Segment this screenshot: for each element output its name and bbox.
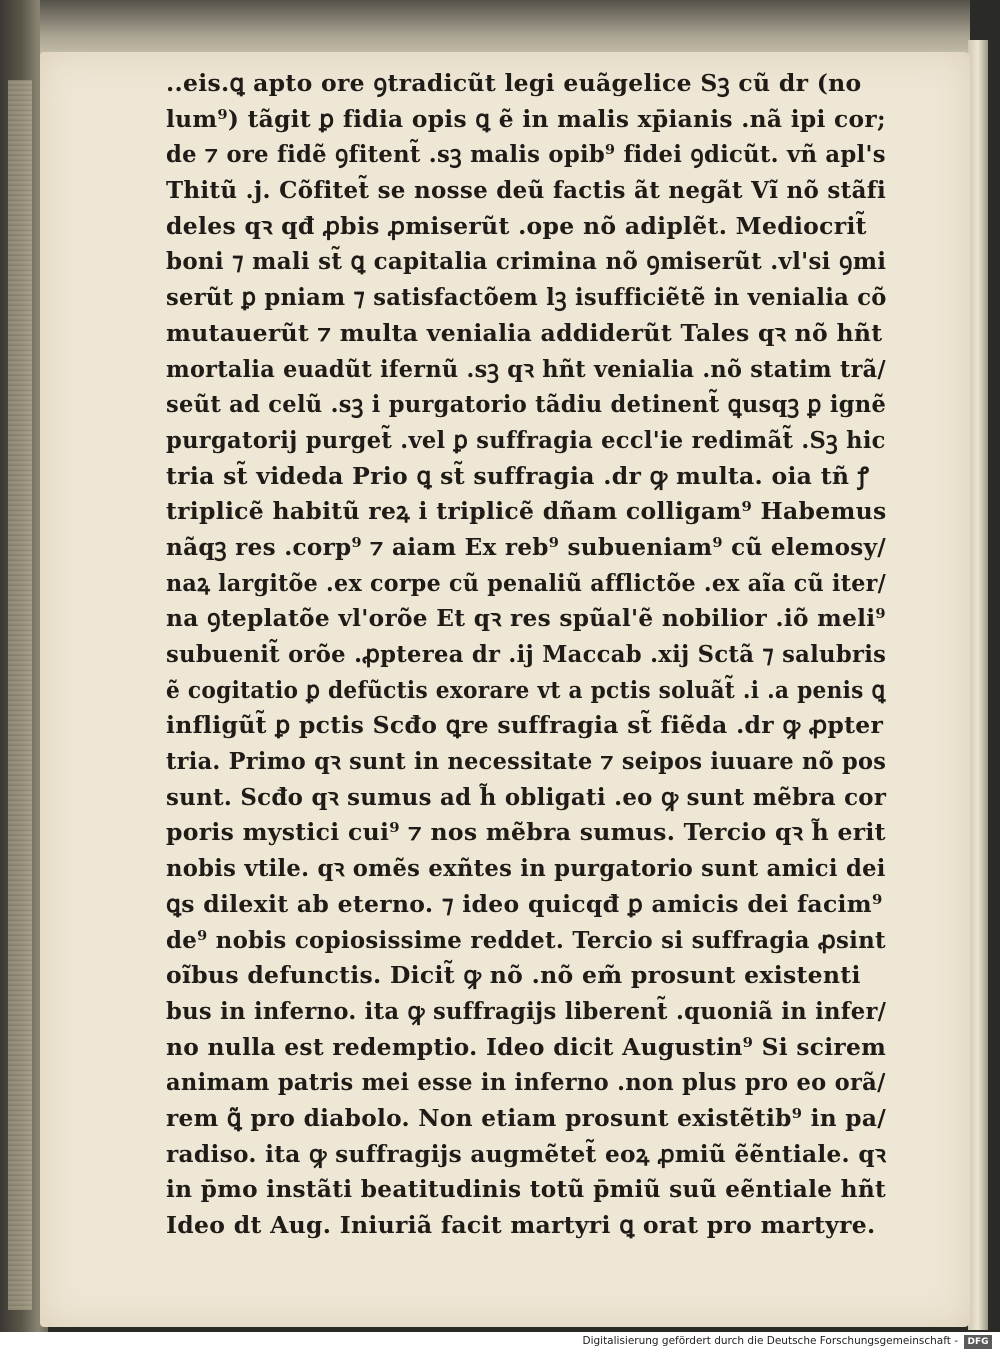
text-line: tria st̃ videda Prio ꝗ st̃ suffragia .dr ꝙ multa. oia tñ ꝭ [166,461,870,490]
text-line: nãqꝫ res .corp⁹ ⁊ aiam Ex reb⁹ subueniam⁹ cũ elemosy/ [166,532,887,561]
text-line: deles qꝛ qđ ꝓbis ꝓmiserũt .ope nõ adiplẽt. Mediocrit̃ [166,211,867,240]
text-line: triplicẽ habitũ reꝝ i triplicẽ dñam colligam⁹ Habemus [166,497,887,526]
page-right-edge [968,40,988,1330]
text-line: naꝝ largitõe .ex corpe cũ penaliũ afflictõe .ex aĩa cũ iter/ [166,568,887,597]
text-line: de⁹ nobis copiosissime reddet. Tercio si suffragia ꝓsint [166,925,886,954]
text-line: bus in inferno. ita ꝙ suffragijs liberent̃ .quoniã in infer/ [166,996,887,1025]
text-line: infligũt̃ ꝑ pctis Scđo ꝗre suffragia st̃ fiẽda .dr ꝙ ꝓpter [166,711,884,740]
text-line: boni ⁊ mali st̃ ꝗ capitalia crimina nõ ꝯmiserũt .vl'si ꝯmi [166,247,887,276]
text-line: rem ꝗ̃ pro diabolo. Non etiam prosunt existẽtib⁹ in pa/ [166,1103,886,1132]
text-line: sunt. Scđo qꝛ sumus ad h̃ obligati .eo ꝙ sunt mẽbra cor [166,782,887,811]
text-line: radiso. ita ꝙ suffragijs augmẽtet̃ eoꝝ ꝓmiũ ẽẽntiale. qꝛ [166,1139,887,1168]
text-line: animam patris mei esse in inferno .non plus pro eo orã/ [166,1068,886,1097]
text-line: mortalia euadũt ifernũ .sꝫ qꝛ hñt venialia .nõ statim trã/ [166,354,886,383]
text-line: nobis vtile. qꝛ omẽs exñtes in purgatorio sunt amici dei [166,854,886,883]
text-line: poris mystici cui⁹ ⁊ nos mẽbra sumus. Tercio qꝛ h̃ erit [166,818,886,847]
text-line: seũt ad celũ .sꝫ i purgatorio tãdiu detinent̃ ꝗusqꝫ ꝑ ignẽ [166,390,887,419]
dfg-logo: DFG [964,1335,992,1349]
text-block [166,66,886,1244]
text-line: ..eis.ꝗ apto ore ꝯtradicũt legi euãgelice Sꝫ cũ dr (no [166,69,862,97]
text-line: lum⁹) tãgit ꝑ fidia opis ꝗ ẽ in malis xp̄ianis .nã ipi cor; [166,104,886,133]
text-line: ẽ cogitatio ꝑ defũctis exorare vt a pctis soluãt̃ .i .a penis ꝗ [166,675,886,704]
binding-shadow [40,0,970,58]
text-line: mutauerũt ⁊ multa venialia addiderũt Tales qꝛ nõ hñt [166,318,883,347]
text-line: Ideo dt Aug. Iniuriã facit martyri ꝗ orat pro martyre. [166,1211,876,1239]
footer-bar [0,1332,1000,1353]
text-line: de ⁊ ore fidẽ ꝯfitent̃ .sꝫ malis opib⁹ fidei ꝯdicũt. vñ apl's [166,140,886,169]
text-line: Thitũ .j. Cõfitet̃ se nosse deũ factis ãt negãt Vĩ nõ stãfi [166,176,886,205]
text-line: subuenit̃ orõe .ꝓpterea dr .ij Maccab .xij Sctã ⁊ salubris [166,640,887,668]
funding-credit: Digitalisierung gefördert durch die Deutsche Forschungsgemeinschaft - [582,1335,958,1347]
text-line: in p̄mo instãti beatitudinis totũ p̄miũ suũ eẽntiale hñt [166,1175,887,1204]
text-line: purgatorij purget̃ .vel ꝑ suffragia eccl'ie redimãt̃ .Sꝫ hic [166,425,886,454]
text-line: oĩbus defunctis. Dicit̃ ꝙ nõ .nõ em̃ prosunt existenti [166,961,861,990]
page-stack-edge [8,80,32,1310]
text-line: no nulla est redemptio. Ideo dicit Augustin⁹ Si scirem [166,1032,887,1061]
text-line: tria. Primo qꝛ sunt in necessitate ⁊ seipos iuuare nõ pos [166,747,887,776]
text-line: na ꝯteplatõe vl'orõe Et qꝛ res spũal'ẽ nobilior .iõ meli⁹ [166,604,886,633]
text-line: serũt ꝑ pniam ⁊ satisfactõem lꝫ isufficiẽtẽ in venialia cõ [166,283,887,312]
text-line: ꝗs dilexit ab eterno. ⁊ ideo quicqđ ꝑ amicis dei facim⁹ [166,889,883,918]
